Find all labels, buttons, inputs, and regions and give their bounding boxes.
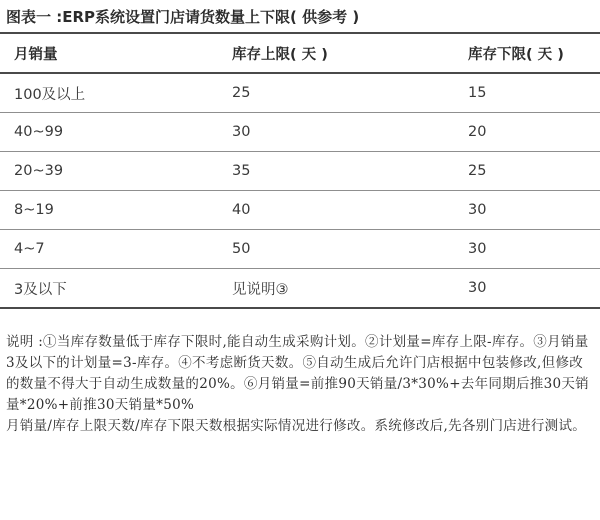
cell-upper-limit: 30 xyxy=(232,124,251,140)
notes-paragraph: 月销量/库存上限天数/库存下限天数根据实际情况进行修改。系统修改后,先各别门店进行测试。 xyxy=(6,418,587,434)
cell-monthly-sales: 4~7 xyxy=(14,241,45,257)
cell-upper-limit: 25 xyxy=(232,85,251,101)
cell-upper-limit: 50 xyxy=(232,241,251,257)
cell-monthly-sales: 8~19 xyxy=(14,202,54,218)
table-header-row xyxy=(0,34,600,74)
notes-paragraph: 说明 :①当库存数量低于库存下限时,能自动生成采购计划。②计划量=库存上限-库存。③月销量3及以下的计划量=3-库存。④不考虑断货天数。⑤自动生成后允许门店根据中包装修改,但修改的数量不得大于自动生成数量的20%。⑥月销量=前推90天销量/3*30%+去年同期后推30天销量*20%+前推30天销量*50% xyxy=(6,334,589,413)
cell-monthly-sales: 100及以上 xyxy=(14,86,86,103)
cell-lower-limit: 15 xyxy=(468,85,487,101)
cell-lower-limit: 30 xyxy=(468,241,487,257)
table-row xyxy=(0,113,600,152)
header-monthly-sales: 月销量 xyxy=(14,46,58,63)
cell-upper-limit: 35 xyxy=(232,163,251,179)
inventory-limits-table xyxy=(0,32,600,309)
cell-monthly-sales: 3及以下 xyxy=(14,281,67,298)
header-stock-lower-limit: 库存下限( 天 ) xyxy=(468,46,564,63)
cell-lower-limit: 25 xyxy=(468,163,487,179)
cell-lower-limit: 30 xyxy=(468,280,487,296)
cell-upper-limit: 见说明③ xyxy=(232,281,289,298)
cell-monthly-sales: 20~39 xyxy=(14,163,64,179)
header-stock-upper-limit: 库存上限( 天 ) xyxy=(232,46,328,63)
table-row xyxy=(0,269,600,309)
table-row xyxy=(0,152,600,191)
notes-section xyxy=(6,332,594,437)
table-row xyxy=(0,74,600,113)
cell-lower-limit: 20 xyxy=(468,124,487,140)
table-title: 图表一 :ERP系统设置门店请货数量上下限( 供参考 ) xyxy=(6,8,360,26)
cell-monthly-sales: 40~99 xyxy=(14,124,64,140)
cell-lower-limit: 30 xyxy=(468,202,487,218)
table-row xyxy=(0,230,600,269)
cell-upper-limit: 40 xyxy=(232,202,251,218)
table-row xyxy=(0,191,600,230)
